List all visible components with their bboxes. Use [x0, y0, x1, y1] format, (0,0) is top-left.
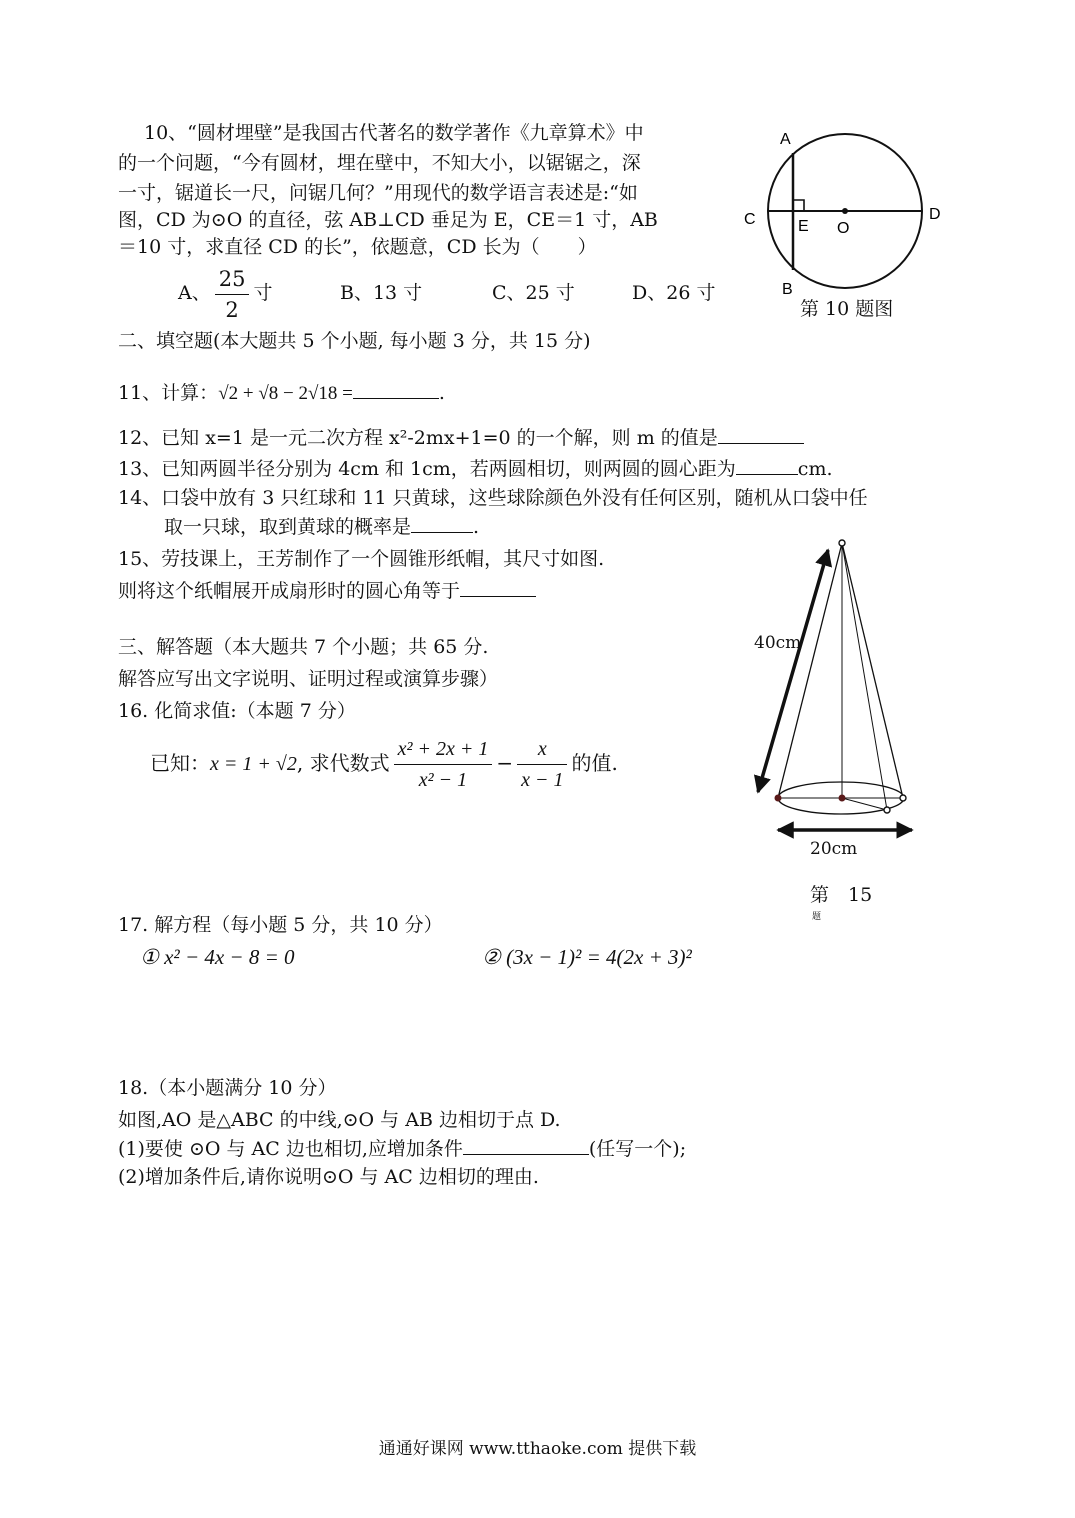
cone-caption-line-1: 第 15	[810, 884, 873, 906]
q11	[118, 380, 445, 407]
q12-answer-blank	[718, 425, 804, 444]
q16-fraction-2	[517, 734, 567, 795]
q10-option-a	[178, 263, 272, 325]
q10-line-2: 的一个问题，“今有圆材，埋在壁中，不知大小，以锯锯之，深	[118, 152, 641, 174]
cone-caption-line-2: 题	[812, 912, 822, 922]
label-e: E	[798, 218, 809, 235]
label-o: O	[837, 220, 850, 237]
q16-title: 16. 化简求值:（本题 7 分）	[118, 700, 356, 722]
q16-known: 已知：	[150, 751, 210, 775]
q14-line-1: 14、口袋中放有 3 只红球和 11 只黄球，这些球除颜色外没有任何区别，随机从口袋中任	[118, 487, 868, 509]
page-footer: 通通好课网 www.tthaoke.com 提供下载	[378, 1439, 697, 1459]
cone-slant-left	[778, 543, 842, 798]
q13	[118, 456, 833, 482]
q10-line-1: 10、“圆材埋壁”是我国古代著名的数学著作《九章算术》中	[144, 122, 644, 144]
q11-expression: √2 + √8 − 2√18 =	[218, 383, 353, 404]
q16-x-value: x = 1 + √2	[210, 753, 297, 775]
center-o-point	[842, 208, 848, 214]
option-a-numerator: 25	[215, 264, 250, 295]
q14-text: 取一只球，取到黄球的概率是	[164, 516, 412, 538]
cone-base-right-point	[900, 795, 906, 801]
q13-answer-blank	[736, 456, 798, 475]
q14-answer-blank	[411, 514, 473, 533]
q10-figure-caption: 第 10 题图	[800, 298, 894, 320]
q11-prefix: 11、计算：	[118, 382, 219, 404]
q12	[118, 425, 804, 451]
label-b: B	[782, 281, 793, 298]
q16-frac1-numerator: x² + 2x + 1	[394, 734, 493, 765]
q10-option-b: B、13 寸	[340, 282, 423, 304]
q18-answer-blank	[463, 1136, 589, 1155]
q13-end: cm.	[797, 458, 833, 480]
section2-title: 二、填空题(本大题共 5 个小题, 每小题 3 分，共 15 分)	[118, 330, 591, 352]
q10-option-d: D、26 寸	[632, 282, 716, 304]
label-a: A	[780, 131, 791, 148]
q13-text: 13、已知两圆半径分别为 4cm 和 1cm，若两圆相切，则两圆的圆心距为	[118, 458, 736, 480]
option-a-prefix: A、	[178, 282, 211, 304]
q16-minus: −	[496, 751, 514, 775]
option-a-unit: 寸	[253, 282, 273, 304]
label-d: D	[929, 206, 941, 223]
q14-end: .	[473, 516, 480, 538]
q16-mid: , 求代数式	[296, 751, 390, 775]
q10-line-4: 图，CD 为⊙O 的直径，弦 AB⊥CD 垂足为 E，CE＝1 寸，AB	[118, 209, 658, 231]
q18-line-3: (2)增加条件后,请你说明⊙O 与 AC 边相切的理由.	[118, 1166, 539, 1188]
q10-line-5: ＝10 寸，求直径 CD 的长”，依题意，CD 长为（ ）	[118, 236, 597, 258]
cone-diameter-label: 20cm	[810, 839, 858, 859]
q15-line-2	[118, 578, 536, 604]
cone-apex-point	[839, 540, 845, 546]
option-a-fraction	[215, 264, 250, 325]
cone-slant-right	[842, 543, 903, 798]
q17-title: 17. 解方程（每小题 5 分，共 10 分）	[118, 914, 443, 936]
cone-base-front-point	[884, 807, 890, 813]
q11-answer-blank	[353, 380, 439, 399]
cone-base-radius	[842, 798, 887, 810]
cone-figure	[740, 528, 930, 848]
section3-subtitle: 解答应写出文字说明、证明过程或演算步骤）	[118, 668, 499, 690]
q11-end: .	[438, 382, 445, 404]
q18-title: 18.（本小题满分 10 分）	[118, 1077, 337, 1099]
cone-slant-label: 40cm	[754, 633, 802, 653]
q16-frac2-denominator: x − 1	[521, 769, 564, 791]
q15-text: 则将这个纸帽展开成扇形时的圆心角等于	[118, 580, 461, 602]
q18-line-2-end: (任写一个);	[588, 1138, 687, 1160]
q10-line-3: 一寸，锯道长一尺，问锯几何？”用现代的数学语言表述是:“如	[118, 182, 638, 204]
q15-answer-blank	[460, 578, 536, 597]
q18-line-2	[118, 1136, 686, 1162]
cone-base-center-point	[839, 795, 846, 802]
cone-base-left-point	[775, 795, 782, 802]
slant-arrow	[758, 550, 828, 792]
q16-body	[150, 732, 618, 795]
q12-text: 12、已知 x=1 是一元二次方程 x²-2mx+1=0 的一个解，则 m 的值是	[118, 427, 718, 449]
q16-fraction-1	[394, 734, 493, 795]
q16-end: 的值.	[571, 751, 618, 775]
option-a-denominator: 2	[225, 297, 239, 322]
q14-line-2	[164, 514, 479, 540]
section3-title: 三、解答题（本大题共 7 个小题；共 65 分.	[118, 636, 489, 658]
q17-equation-1: ① x² − 4x − 8 = 0	[140, 945, 295, 969]
q18-text: (1)要使 ⊙O 与 AC 边也相切,应增加条件	[118, 1138, 463, 1160]
q16-frac1-denominator: x² − 1	[418, 769, 468, 791]
q18-line-1: 如图,AO 是△ABC 的中线,⊙O 与 AB 边相切于点 D.	[118, 1109, 561, 1131]
q15-line-1: 15、劳技课上，王芳制作了一个圆锥形纸帽，其尺寸如图.	[118, 548, 605, 570]
label-c: C	[744, 211, 756, 228]
q10-option-c: C、25 寸	[492, 282, 575, 304]
right-angle-mark	[793, 200, 804, 211]
q16-frac2-numerator: x	[517, 734, 567, 765]
q17-equation-2: ② (3x − 1)² = 4(2x + 3)²	[482, 945, 692, 969]
cone-inner-line	[842, 543, 887, 810]
